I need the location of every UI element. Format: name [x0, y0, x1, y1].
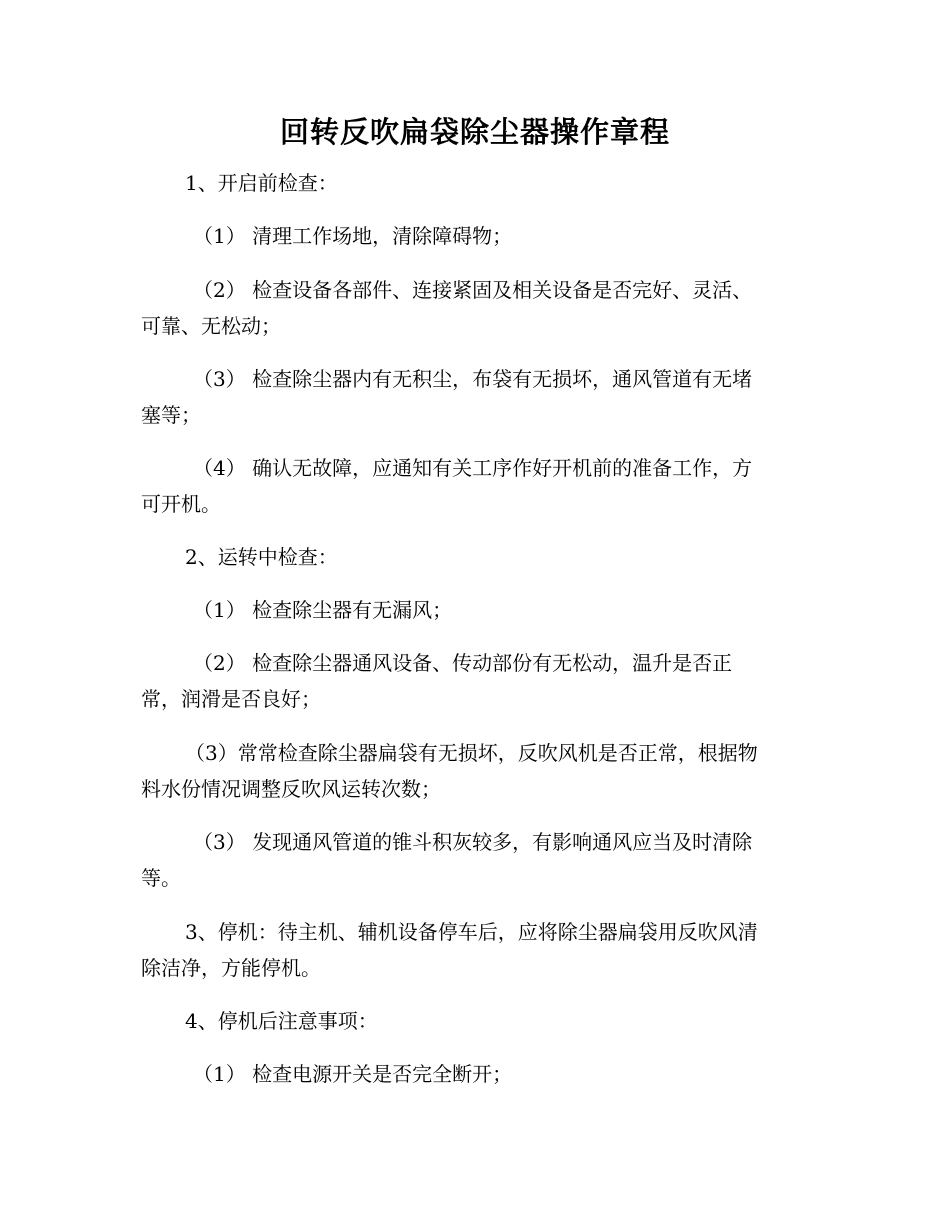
list-item-check-parts	[141, 272, 813, 344]
section-heading-after-shutdown	[141, 1003, 813, 1039]
paragraph-line: （1） 清理工作场地，清除障碍物；	[193, 224, 513, 248]
paragraph-line: 常，润滑是否良好；	[141, 687, 321, 711]
paragraph-line: （2） 检查设备各部件、连接紧固及相关设备是否完好、灵活、	[193, 278, 753, 302]
paragraph-line: 塞等；	[141, 403, 201, 427]
paragraph-line: 可靠、无松动；	[141, 314, 281, 338]
list-item-confirm-no-fault	[141, 450, 813, 522]
list-item-clear-duct	[141, 824, 813, 896]
paragraph-line: （4） 确认无故障，应通知有关工序作好开机前的准备工作，方	[193, 456, 753, 480]
section-heading-pre-start-check	[141, 165, 813, 201]
paragraph-line: （2） 检查除尘器通风设备、传动部份有无松动，温升是否正	[193, 651, 733, 675]
list-item-check-ventilation	[141, 645, 813, 717]
list-item-check-leak	[141, 592, 813, 628]
list-item-clear-site	[141, 218, 813, 254]
paragraph-line: （3） 发现通风管道的锥斗积灰较多，有影响通风应当及时清除	[193, 830, 753, 854]
paragraph-line: （1） 检查除尘器有无漏风；	[193, 598, 453, 622]
paragraph-line: （1） 检查电源开关是否完全断开；	[193, 1062, 513, 1086]
paragraph-line: 等。	[141, 866, 181, 890]
section-heading-running-check	[141, 539, 813, 575]
paragraph-line: （3） 检查除尘器内有无积尘，布袋有无损坏，通风管道有无堵	[193, 367, 753, 391]
paragraph-line: 1、开启前检查：	[185, 171, 338, 195]
paragraph-line: 4、停机后注意事项：	[185, 1009, 378, 1033]
list-item-check-power	[141, 1056, 813, 1092]
paragraph-line: 3、停机：待主机、辅机设备停车后，应将除尘器扁袋用反吹风清	[185, 920, 758, 944]
list-item-check-dust	[141, 361, 813, 433]
section-heading-shutdown	[141, 914, 813, 986]
document-title: 回转反吹扁袋除尘器操作章程	[279, 115, 670, 149]
paragraph-line: 除洁净，方能停机。	[141, 956, 321, 980]
paragraph-line: 可开机。	[141, 492, 221, 516]
paragraph-line: 2、运转中检查：	[185, 545, 338, 569]
paragraph-line: （3）常常检查除尘器扁袋有无损坏，反吹风机是否正常，根据物	[185, 741, 758, 765]
paragraph-line: 料水份情况调整反吹风运转次数；	[141, 777, 441, 801]
list-item-check-bags	[141, 735, 813, 807]
